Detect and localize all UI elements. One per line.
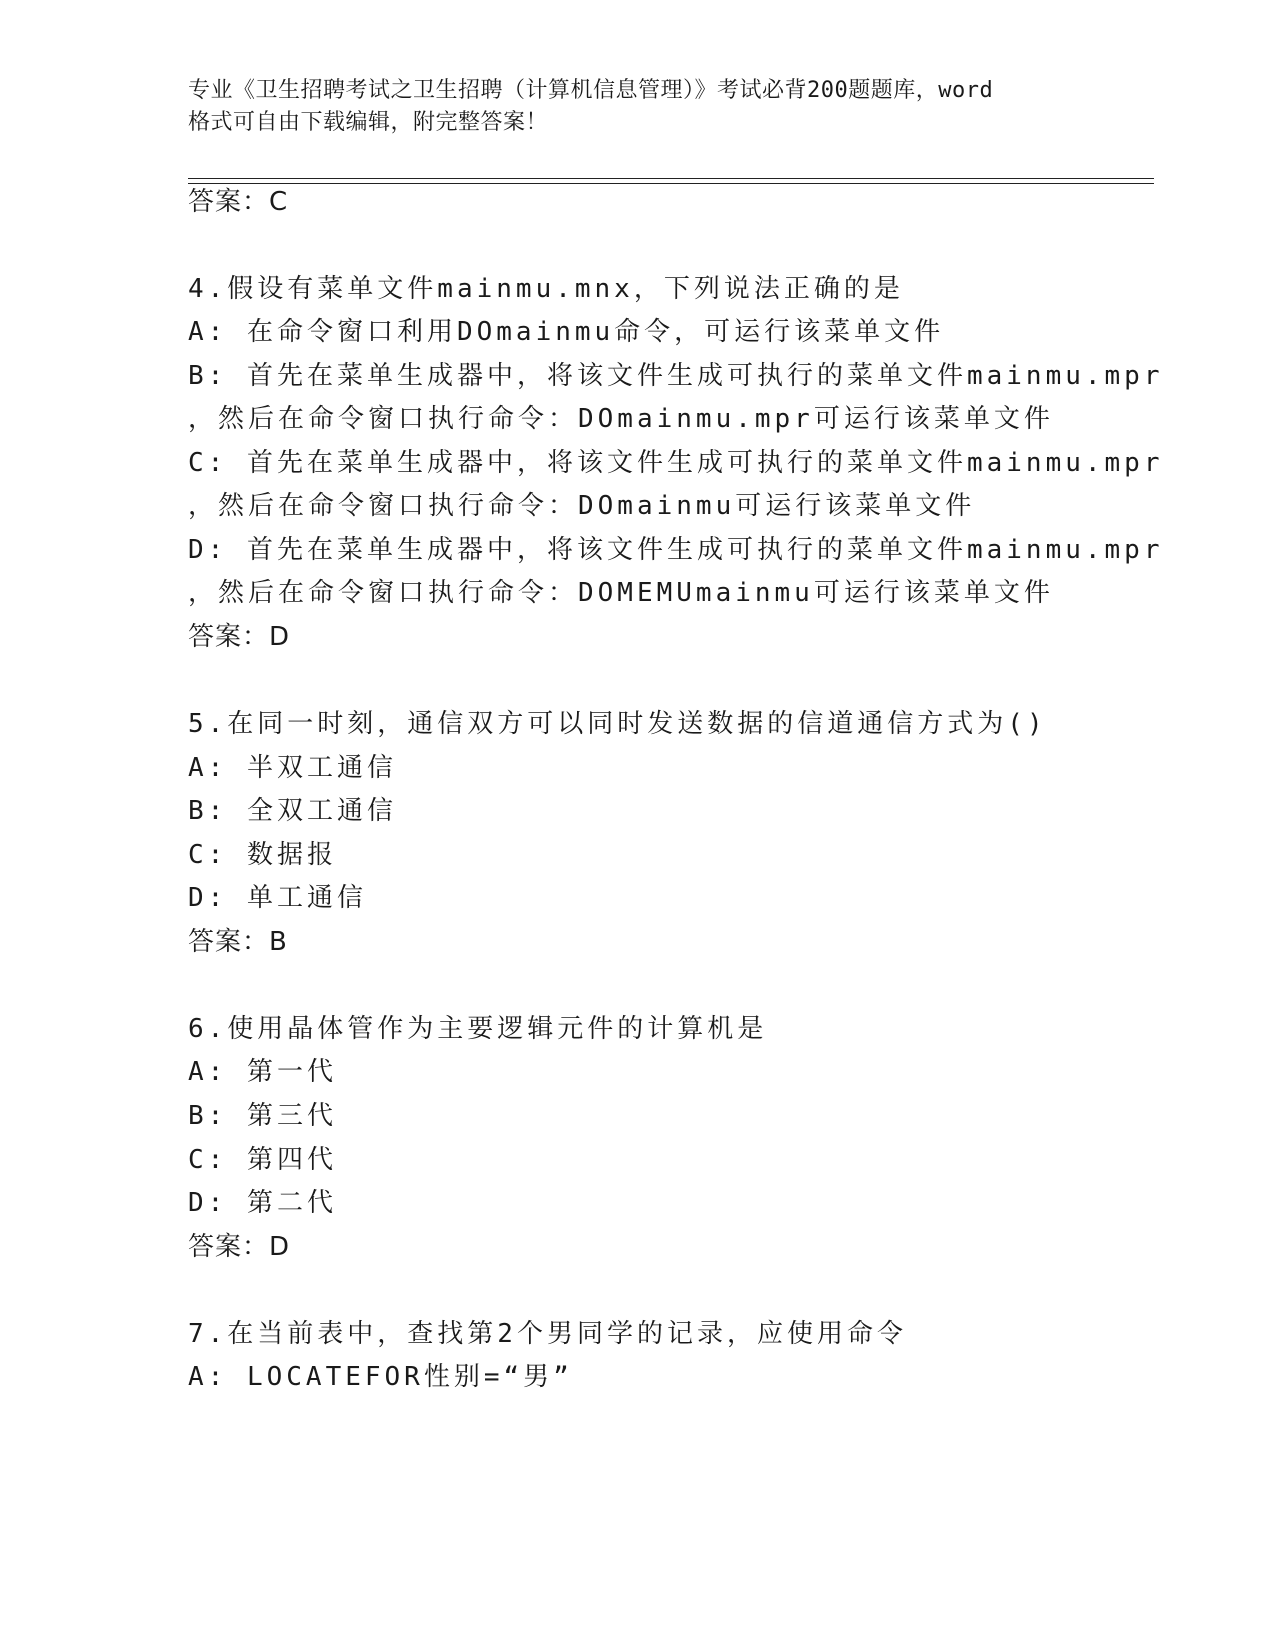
answer-label: 答案：C [188,187,289,217]
question-5-option: D: 单工通信 [188,883,367,913]
question-4-option: D: 首先在菜单生成器中，将该文件生成可执行的菜单文件mainmu.mpr [188,535,1164,565]
question-6-option: B: 第三代 [188,1101,337,1131]
answer-label: 答案：B [188,927,288,957]
question-4-option: ，然后在命令窗口执行命令：DOMEMUmainmu可运行该菜单文件 [188,578,1054,608]
question-4-text: 4.假设有菜单文件mainmu.mnx，下列说法正确的是 [188,274,904,304]
question-6-text: 6.使用晶体管作为主要逻辑元件的计算机是 [188,1014,768,1044]
header-divider-top [188,178,1154,179]
question-6-option: D: 第二代 [188,1188,337,1218]
question-4-option: B: 首先在菜单生成器中，将该文件生成可执行的菜单文件mainmu.mpr [188,361,1164,391]
answer-label: 答案：D [188,622,291,652]
header-divider-bottom [188,183,1154,184]
question-4-option: C: 首先在菜单生成器中，将该文件生成可执行的菜单文件mainmu.mpr [188,448,1164,478]
question-4-option: ，然后在命令窗口执行命令：DOmainmu可运行该菜单文件 [188,491,976,521]
header-line-2: 格式可自由下载编辑，附完整答案！ [188,110,549,135]
answer-label: 答案：D [188,1232,291,1262]
question-7-option: A: LOCATEFOR性别=“男” [188,1362,573,1392]
question-5-option: A: 半双工通信 [188,753,397,783]
header-line-1: 专业《卫生招聘考试之卫生招聘（计算机信息管理）》考试必背200题题库，word [188,78,994,103]
question-7-text: 7.在当前表中，查找第2个男同学的记录，应使用命令 [188,1319,907,1349]
question-6-option: A: 第一代 [188,1057,337,1087]
question-5-option: C: 数据报 [188,840,337,870]
question-5-option: B: 全双工通信 [188,796,397,826]
question-5-text: 5.在同一时刻，通信双方可以同时发送数据的信道通信方式为() [188,709,1047,739]
question-6-option: C: 第四代 [188,1145,337,1175]
question-4-option: A: 在命令窗口利用DOmainmu命令，可运行该菜单文件 [188,317,945,347]
question-4-option: ，然后在命令窗口执行命令：DOmainmu.mpr可运行该菜单文件 [188,404,1054,434]
document-header [188,75,1088,139]
